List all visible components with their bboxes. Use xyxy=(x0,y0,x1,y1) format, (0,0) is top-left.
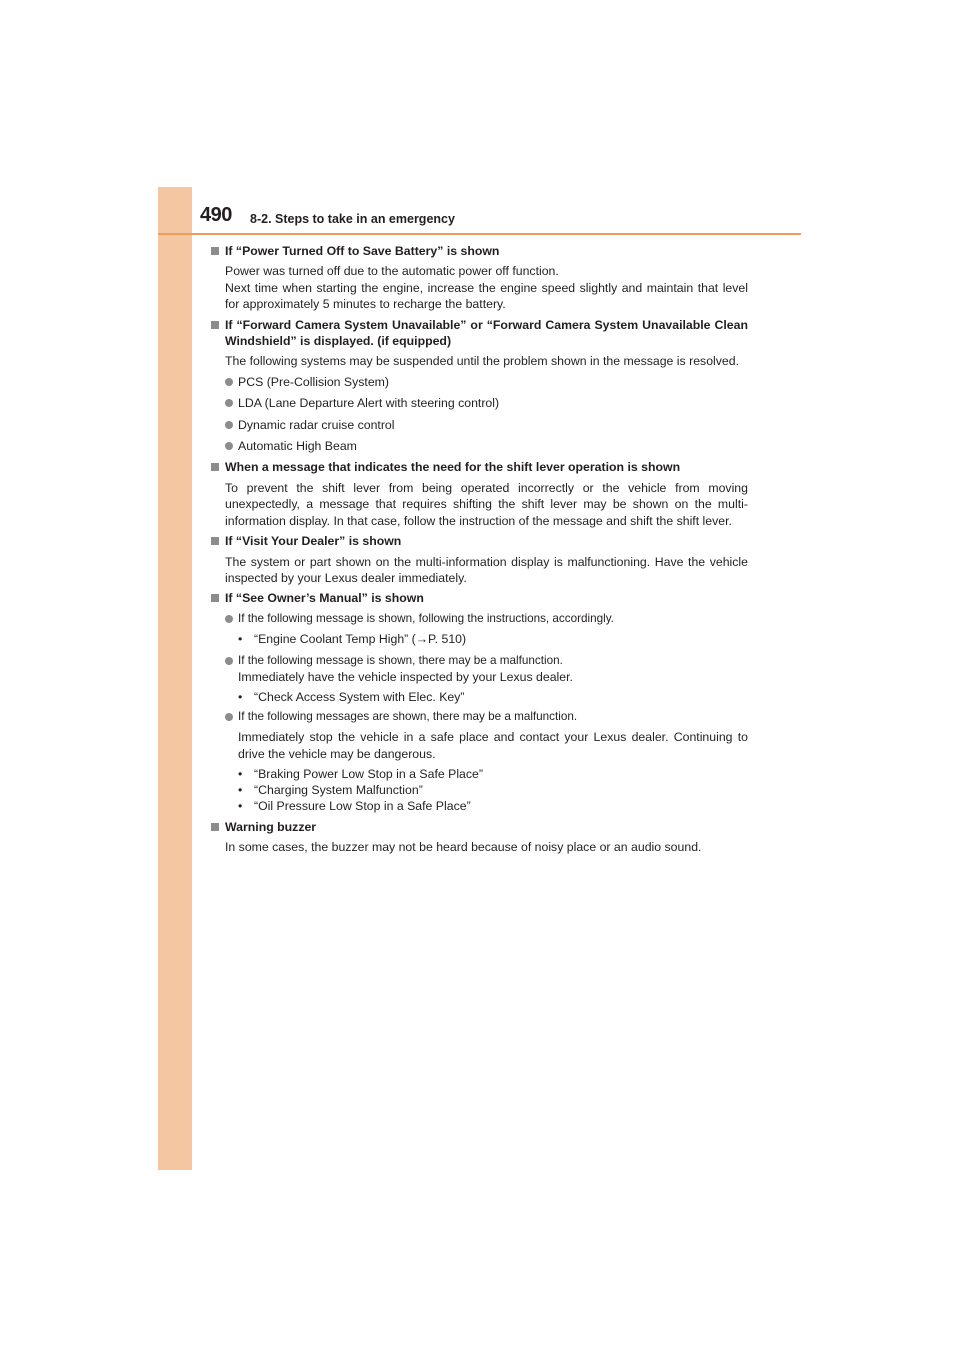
section-heading: If “Forward Camera System Unavailable” or “Forward Camera System Unavailable Clean Windshield” is displayed. (if equipped) xyxy=(211,317,748,350)
circle-bullet-icon xyxy=(225,713,233,721)
section-heading: If “Power Turned Off to Save Battery” is shown xyxy=(211,243,748,259)
paragraph: Next time when starting the engine, increase the engine speed slightly and maintain that level for approximately 5 minutes to recharge the battery. xyxy=(225,280,748,312)
sub-bullet: • “Braking Power Low Stop in a Safe Place” xyxy=(238,766,483,781)
section-power-off xyxy=(211,243,748,313)
paragraph: In some cases, the buzzer may not be heard because of noisy place or an audio sound. xyxy=(225,839,702,854)
circle-bullet-icon xyxy=(225,378,233,386)
circle-bullet-icon xyxy=(225,615,233,623)
section-heading: If “Visit Your Dealer” is shown xyxy=(211,533,748,549)
bullet-icon: • xyxy=(238,799,243,814)
square-marker-icon xyxy=(211,247,219,255)
circle-bullet-icon xyxy=(225,657,233,665)
square-marker-icon xyxy=(211,537,219,545)
paragraph: The system or part shown on the multi-information display is malfunctioning. Have the vehicle inspected by your Lexus dealer immediately. xyxy=(225,554,748,585)
section-shift-lever xyxy=(211,459,748,529)
paragraph: To prevent the shift lever from being operated incorrectly or the vehicle from moving unexpectedly, a message that requires shifting the shift lever may be shown on the multi-information display. In that case, follow the instruction of the message and shift the shift lever. xyxy=(225,480,748,528)
list-item: Dynamic radar cruise control xyxy=(211,417,748,433)
sub-bullet-list xyxy=(211,766,748,815)
section-heading: When a message that indicates the need for the shift lever operation is shown xyxy=(211,459,748,475)
square-marker-icon xyxy=(211,823,219,831)
section-owners-manual xyxy=(211,590,748,814)
section-visit-dealer xyxy=(211,533,748,586)
sub-bullet: • “Engine Coolant Temp High” (→P. 510) xyxy=(238,632,467,647)
list-item: LDA (Lane Departure Alert with steering control) xyxy=(211,395,748,411)
circle-bullet-icon xyxy=(225,399,233,407)
paragraph: Immediately have the vehicle inspected by your Lexus dealer. xyxy=(238,669,573,684)
list-item: If the following message is shown, following the instructions, accordingly. xyxy=(211,611,748,627)
paragraph: Immediately stop the vehicle in a safe place and contact your Lexus dealer. Continuing to drive the vehicle may be dangerous. xyxy=(238,730,748,761)
square-marker-icon xyxy=(211,321,219,329)
header-rule xyxy=(158,233,801,235)
chapter-side-band xyxy=(158,187,192,1170)
page-number: 490 xyxy=(200,204,232,226)
list-item: PCS (Pre-Collision System) xyxy=(211,374,748,390)
sub-bullet: • “Oil Pressure Low Stop in a Safe Place” xyxy=(238,799,471,814)
sub-bullet: • “Charging System Malfunction” xyxy=(238,783,423,798)
page-content xyxy=(211,243,748,859)
list-item: If the following message is shown, there may be a malfunction. xyxy=(211,653,748,669)
list-item: Automatic High Beam xyxy=(211,438,748,454)
section-forward-camera xyxy=(211,317,748,455)
bullet-icon: • xyxy=(238,766,243,781)
paragraph: Power was turned off due to the automatic power off function. xyxy=(225,264,559,279)
section-warning-buzzer xyxy=(211,819,748,856)
circle-bullet-icon xyxy=(225,421,233,429)
sub-bullet: • “Check Access System with Elec. Key” xyxy=(238,690,465,705)
section-heading: Warning buzzer xyxy=(211,819,748,835)
section-heading: If “See Owner’s Manual” is shown xyxy=(211,590,748,606)
section-title: 8-2. Steps to take in an emergency xyxy=(250,212,455,226)
list-item: If the following messages are shown, there may be a malfunction. xyxy=(211,709,748,725)
paragraph: The following systems may be suspended until the problem shown in the message is resolved. xyxy=(225,354,740,369)
bullet-icon: • xyxy=(238,783,243,798)
bullet-icon: • xyxy=(238,690,243,705)
square-marker-icon xyxy=(211,463,219,471)
circle-bullet-icon xyxy=(225,442,233,450)
square-marker-icon xyxy=(211,594,219,602)
bullet-icon: • xyxy=(238,632,243,647)
